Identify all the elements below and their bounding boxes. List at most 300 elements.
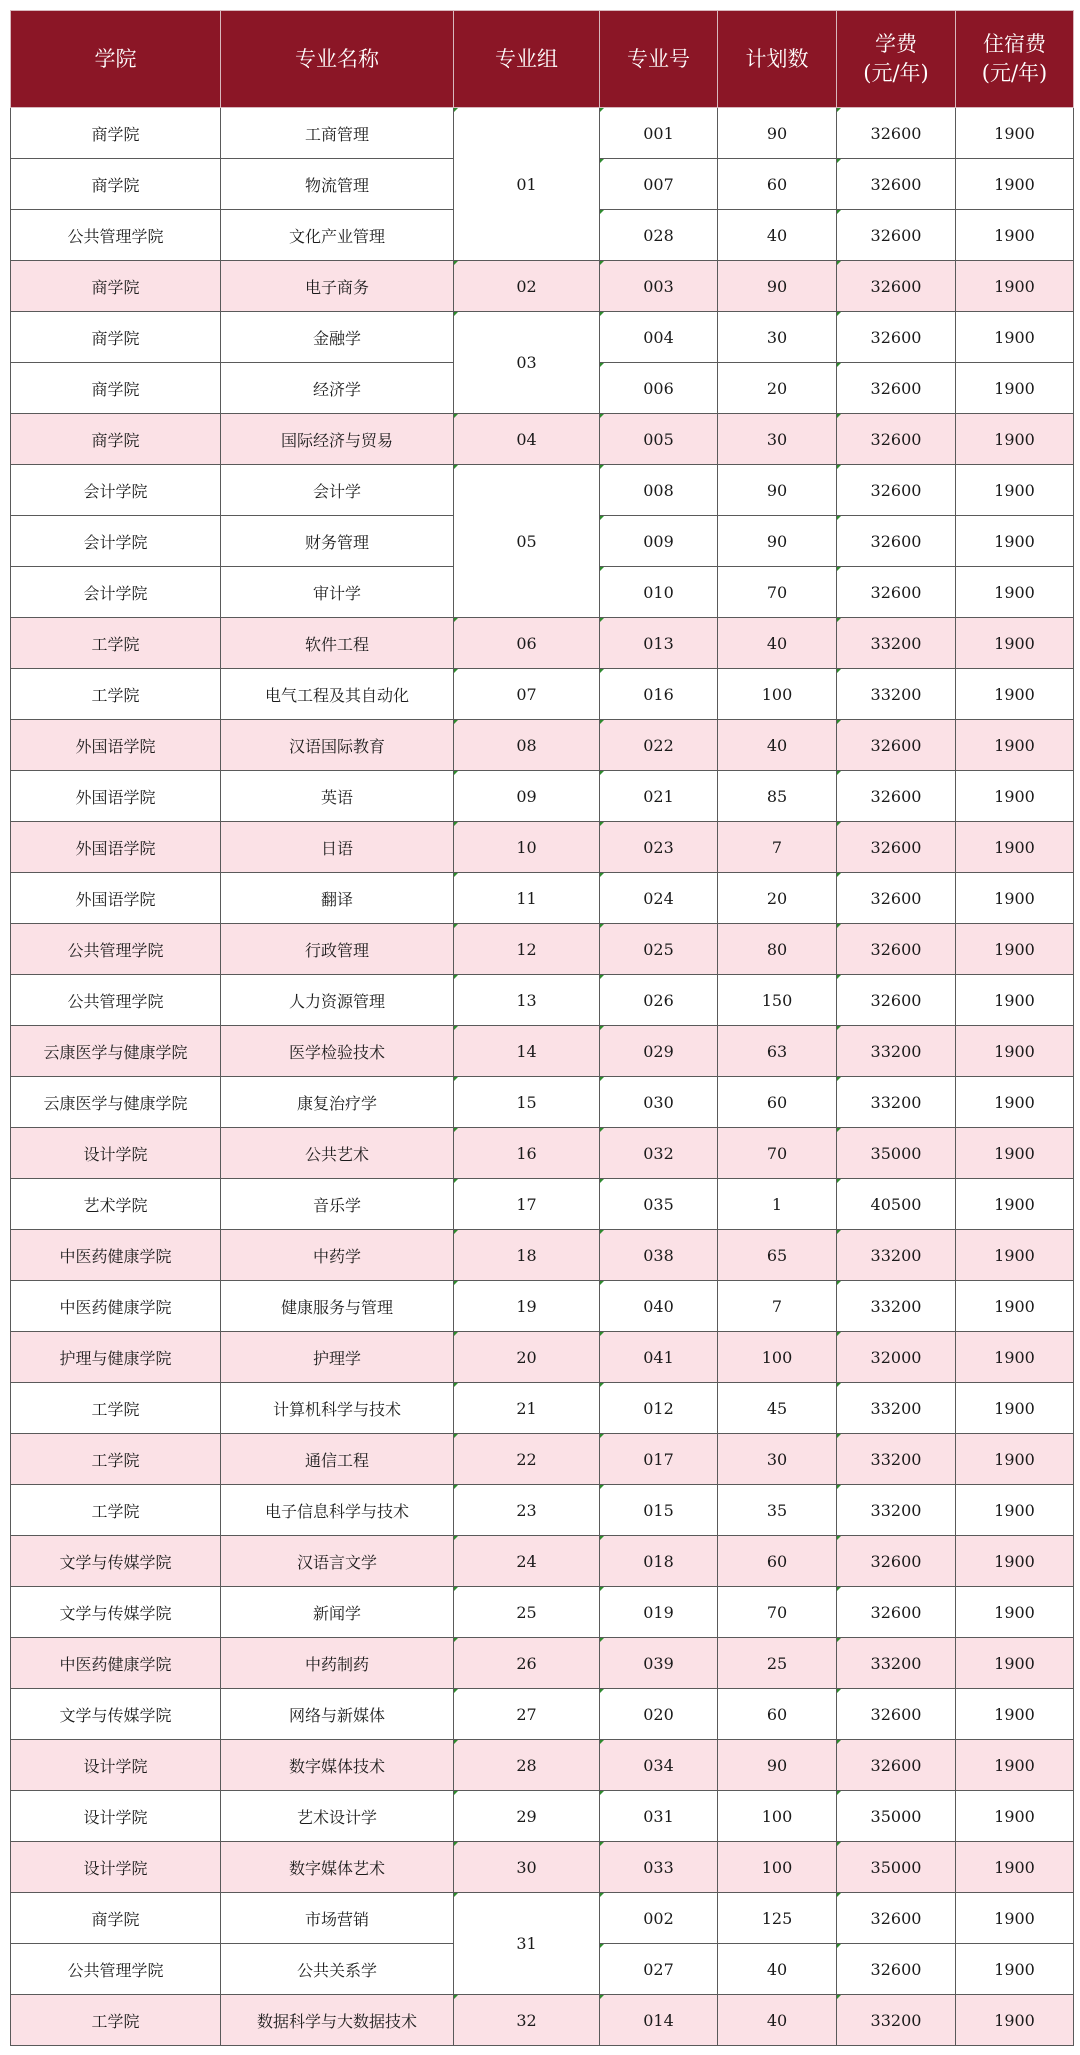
cell-college: 中医药健康学院 [11, 1281, 221, 1332]
cell-tuition: 32000 [837, 1332, 956, 1383]
table-row [11, 261, 1074, 312]
cell-code: 032 [600, 1128, 718, 1179]
cell-college: 设计学院 [11, 1791, 221, 1842]
cell-code: 012 [600, 1383, 718, 1434]
cell-plan: 7 [718, 1281, 837, 1332]
cell-plan: 90 [718, 1740, 837, 1791]
cell-major: 软件工程 [221, 618, 454, 669]
cell-group: 01 [454, 108, 600, 261]
cell-plan: 30 [718, 1434, 837, 1485]
cell-code: 008 [600, 465, 718, 516]
cell-major: 艺术设计学 [221, 1791, 454, 1842]
cell-plan: 70 [718, 567, 837, 618]
cell-college: 外国语学院 [11, 822, 221, 873]
cell-major: 医学检验技术 [221, 1026, 454, 1077]
cell-tuition: 32600 [837, 108, 956, 159]
cell-plan: 100 [718, 1791, 837, 1842]
cell-dorm: 1900 [956, 108, 1074, 159]
cell-tuition: 32600 [837, 465, 956, 516]
cell-plan: 7 [718, 822, 837, 873]
cell-code: 022 [600, 720, 718, 771]
cell-code: 016 [600, 669, 718, 720]
cell-major: 中药制药 [221, 1638, 454, 1689]
cell-dorm: 1900 [956, 1791, 1074, 1842]
cell-group: 08 [454, 720, 600, 771]
cell-major: 汉语言文学 [221, 1536, 454, 1587]
cell-major: 日语 [221, 822, 454, 873]
cell-plan: 125 [718, 1893, 837, 1944]
table-header-row [11, 11, 1074, 108]
cell-college: 公共管理学院 [11, 975, 221, 1026]
cell-code: 029 [600, 1026, 718, 1077]
cell-college: 公共管理学院 [11, 924, 221, 975]
admission-plan-table [10, 10, 1074, 2046]
cell-major: 经济学 [221, 363, 454, 414]
cell-group: 10 [454, 822, 600, 873]
cell-dorm: 1900 [956, 312, 1074, 363]
table-row [11, 873, 1074, 924]
cell-college: 中医药健康学院 [11, 1230, 221, 1281]
cell-code: 017 [600, 1434, 718, 1485]
cell-group: 25 [454, 1587, 600, 1638]
table-row [11, 1332, 1074, 1383]
cell-dorm: 1900 [956, 1944, 1074, 1995]
table-row [11, 1179, 1074, 1230]
table-row [11, 465, 1074, 516]
header-major: 专业名称 [221, 11, 454, 108]
cell-code: 030 [600, 1077, 718, 1128]
cell-plan: 70 [718, 1587, 837, 1638]
cell-college: 工学院 [11, 1383, 221, 1434]
cell-college: 外国语学院 [11, 720, 221, 771]
cell-group: 09 [454, 771, 600, 822]
cell-dorm: 1900 [956, 1179, 1074, 1230]
cell-code: 025 [600, 924, 718, 975]
cell-code: 005 [600, 414, 718, 465]
cell-tuition: 32600 [837, 924, 956, 975]
cell-code: 002 [600, 1893, 718, 1944]
cell-dorm: 1900 [956, 1638, 1074, 1689]
cell-plan: 100 [718, 1332, 837, 1383]
cell-major: 网络与新媒体 [221, 1689, 454, 1740]
cell-tuition: 33200 [837, 1485, 956, 1536]
cell-major: 健康服务与管理 [221, 1281, 454, 1332]
cell-major: 数字媒体艺术 [221, 1842, 454, 1893]
cell-college: 公共管理学院 [11, 1944, 221, 1995]
cell-major: 汉语国际教育 [221, 720, 454, 771]
cell-code: 021 [600, 771, 718, 822]
cell-dorm: 1900 [956, 465, 1074, 516]
cell-college: 云康医学与健康学院 [11, 1077, 221, 1128]
cell-tuition: 33200 [837, 1638, 956, 1689]
cell-dorm: 1900 [956, 261, 1074, 312]
cell-dorm: 1900 [956, 1077, 1074, 1128]
cell-group: 03 [454, 312, 600, 414]
cell-tuition: 32600 [837, 1893, 956, 1944]
table-row [11, 1995, 1074, 2046]
table-row [11, 1434, 1074, 1485]
cell-tuition: 33200 [837, 669, 956, 720]
cell-college: 商学院 [11, 414, 221, 465]
cell-major: 音乐学 [221, 1179, 454, 1230]
cell-tuition: 32600 [837, 1587, 956, 1638]
table-row [11, 1383, 1074, 1434]
cell-tuition: 32600 [837, 720, 956, 771]
cell-dorm: 1900 [956, 414, 1074, 465]
cell-tuition: 33200 [837, 618, 956, 669]
cell-group: 14 [454, 1026, 600, 1077]
cell-major: 新闻学 [221, 1587, 454, 1638]
cell-code: 023 [600, 822, 718, 873]
cell-dorm: 1900 [956, 1281, 1074, 1332]
cell-code: 034 [600, 1740, 718, 1791]
cell-major: 物流管理 [221, 159, 454, 210]
cell-major: 公共艺术 [221, 1128, 454, 1179]
cell-code: 040 [600, 1281, 718, 1332]
cell-group: 32 [454, 1995, 600, 2046]
cell-plan: 40 [718, 1944, 837, 1995]
cell-code: 004 [600, 312, 718, 363]
cell-plan: 60 [718, 159, 837, 210]
cell-plan: 25 [718, 1638, 837, 1689]
cell-dorm: 1900 [956, 1842, 1074, 1893]
cell-group: 18 [454, 1230, 600, 1281]
cell-code: 020 [600, 1689, 718, 1740]
cell-major: 中药学 [221, 1230, 454, 1281]
cell-group: 31 [454, 1893, 600, 1995]
cell-tuition: 35000 [837, 1842, 956, 1893]
cell-group: 02 [454, 261, 600, 312]
cell-major: 人力资源管理 [221, 975, 454, 1026]
cell-plan: 45 [718, 1383, 837, 1434]
cell-dorm: 1900 [956, 1332, 1074, 1383]
table-row [11, 924, 1074, 975]
cell-college: 公共管理学院 [11, 210, 221, 261]
cell-major: 财务管理 [221, 516, 454, 567]
cell-group: 24 [454, 1536, 600, 1587]
table-row [11, 312, 1074, 363]
cell-dorm: 1900 [956, 1740, 1074, 1791]
cell-tuition: 32600 [837, 1536, 956, 1587]
cell-plan: 40 [718, 1995, 837, 2046]
cell-code: 001 [600, 108, 718, 159]
cell-college: 商学院 [11, 312, 221, 363]
cell-tuition: 32600 [837, 1944, 956, 1995]
cell-tuition: 32600 [837, 210, 956, 261]
cell-dorm: 1900 [956, 159, 1074, 210]
cell-dorm: 1900 [956, 1995, 1074, 2046]
cell-code: 035 [600, 1179, 718, 1230]
cell-tuition: 32600 [837, 516, 956, 567]
cell-group: 21 [454, 1383, 600, 1434]
cell-plan: 40 [718, 210, 837, 261]
cell-tuition: 33200 [837, 1281, 956, 1332]
cell-college: 外国语学院 [11, 873, 221, 924]
table-row [11, 1230, 1074, 1281]
cell-dorm: 1900 [956, 516, 1074, 567]
cell-college: 商学院 [11, 363, 221, 414]
cell-tuition: 32600 [837, 261, 956, 312]
table-row [11, 1893, 1074, 1944]
cell-college: 设计学院 [11, 1842, 221, 1893]
cell-major: 会计学 [221, 465, 454, 516]
table-row [11, 1791, 1074, 1842]
cell-major: 行政管理 [221, 924, 454, 975]
table-row [11, 108, 1074, 159]
cell-tuition: 32600 [837, 159, 956, 210]
cell-group: 26 [454, 1638, 600, 1689]
table-row [11, 822, 1074, 873]
cell-dorm: 1900 [956, 1026, 1074, 1077]
cell-college: 文学与传媒学院 [11, 1689, 221, 1740]
cell-tuition: 32600 [837, 1740, 956, 1791]
table-row [11, 1281, 1074, 1332]
table-row [11, 975, 1074, 1026]
cell-college: 工学院 [11, 618, 221, 669]
cell-college: 商学院 [11, 108, 221, 159]
cell-major: 工商管理 [221, 108, 454, 159]
cell-code: 039 [600, 1638, 718, 1689]
cell-college: 会计学院 [11, 516, 221, 567]
cell-college: 工学院 [11, 669, 221, 720]
cell-plan: 100 [718, 1842, 837, 1893]
cell-dorm: 1900 [956, 1434, 1074, 1485]
cell-plan: 63 [718, 1026, 837, 1077]
header-group: 专业组 [454, 11, 600, 108]
cell-group: 23 [454, 1485, 600, 1536]
cell-code: 007 [600, 159, 718, 210]
header-dorm-label: 住宿费 [983, 32, 1046, 56]
header-plan: 计划数 [718, 11, 837, 108]
cell-dorm: 1900 [956, 975, 1074, 1026]
header-dorm [956, 11, 1074, 108]
cell-code: 010 [600, 567, 718, 618]
cell-plan: 60 [718, 1689, 837, 1740]
cell-major: 英语 [221, 771, 454, 822]
table-row [11, 1587, 1074, 1638]
cell-code: 013 [600, 618, 718, 669]
cell-college: 云康医学与健康学院 [11, 1026, 221, 1077]
cell-tuition: 35000 [837, 1128, 956, 1179]
cell-plan: 30 [718, 312, 837, 363]
cell-major: 计算机科学与技术 [221, 1383, 454, 1434]
cell-tuition: 33200 [837, 1383, 956, 1434]
cell-major: 金融学 [221, 312, 454, 363]
cell-plan: 20 [718, 363, 837, 414]
table-row [11, 720, 1074, 771]
cell-code: 027 [600, 1944, 718, 1995]
cell-group: 27 [454, 1689, 600, 1740]
cell-dorm: 1900 [956, 567, 1074, 618]
cell-plan: 30 [718, 414, 837, 465]
cell-major: 市场营销 [221, 1893, 454, 1944]
cell-plan: 60 [718, 1536, 837, 1587]
header-tuition-unit: (元/年) [863, 61, 929, 85]
cell-dorm: 1900 [956, 873, 1074, 924]
cell-plan: 90 [718, 261, 837, 312]
cell-dorm: 1900 [956, 1230, 1074, 1281]
cell-college: 工学院 [11, 1434, 221, 1485]
cell-major: 公共关系学 [221, 1944, 454, 1995]
cell-tuition: 32600 [837, 771, 956, 822]
cell-major: 护理学 [221, 1332, 454, 1383]
cell-dorm: 1900 [956, 618, 1074, 669]
cell-tuition: 32600 [837, 312, 956, 363]
header-tuition [837, 11, 956, 108]
cell-plan: 40 [718, 618, 837, 669]
cell-tuition: 33200 [837, 1434, 956, 1485]
cell-major: 数据科学与大数据技术 [221, 1995, 454, 2046]
cell-tuition: 32600 [837, 363, 956, 414]
header-code: 专业号 [600, 11, 718, 108]
table-row [11, 1638, 1074, 1689]
cell-tuition: 33200 [837, 1077, 956, 1128]
cell-college: 外国语学院 [11, 771, 221, 822]
cell-tuition: 32600 [837, 873, 956, 924]
cell-plan: 60 [718, 1077, 837, 1128]
cell-tuition: 32600 [837, 822, 956, 873]
cell-major: 电子商务 [221, 261, 454, 312]
cell-tuition: 32600 [837, 975, 956, 1026]
cell-college: 商学院 [11, 1893, 221, 1944]
cell-dorm: 1900 [956, 1587, 1074, 1638]
table-row [11, 1077, 1074, 1128]
table-row [11, 771, 1074, 822]
cell-code: 038 [600, 1230, 718, 1281]
cell-group: 16 [454, 1128, 600, 1179]
cell-college: 设计学院 [11, 1128, 221, 1179]
cell-plan: 100 [718, 669, 837, 720]
cell-code: 009 [600, 516, 718, 567]
cell-code: 033 [600, 1842, 718, 1893]
header-college: 学院 [11, 11, 221, 108]
cell-college: 商学院 [11, 159, 221, 210]
table-row [11, 618, 1074, 669]
table-row [11, 1689, 1074, 1740]
cell-code: 019 [600, 1587, 718, 1638]
cell-major: 数字媒体技术 [221, 1740, 454, 1791]
cell-code: 028 [600, 210, 718, 261]
cell-group: 07 [454, 669, 600, 720]
cell-major: 文化产业管理 [221, 210, 454, 261]
cell-dorm: 1900 [956, 924, 1074, 975]
cell-dorm: 1900 [956, 771, 1074, 822]
table-row [11, 1740, 1074, 1791]
cell-major: 国际经济与贸易 [221, 414, 454, 465]
cell-major: 电子信息科学与技术 [221, 1485, 454, 1536]
cell-tuition: 35000 [837, 1791, 956, 1842]
cell-tuition: 32600 [837, 414, 956, 465]
cell-tuition: 40500 [837, 1179, 956, 1230]
cell-code: 006 [600, 363, 718, 414]
cell-code: 031 [600, 1791, 718, 1842]
cell-dorm: 1900 [956, 1128, 1074, 1179]
cell-college: 会计学院 [11, 465, 221, 516]
table-row [11, 1026, 1074, 1077]
cell-college: 护理与健康学院 [11, 1332, 221, 1383]
table-row [11, 1842, 1074, 1893]
table-row [11, 414, 1074, 465]
cell-dorm: 1900 [956, 1485, 1074, 1536]
table-row [11, 1536, 1074, 1587]
cell-code: 018 [600, 1536, 718, 1587]
cell-code: 014 [600, 1995, 718, 2046]
cell-group: 30 [454, 1842, 600, 1893]
cell-college: 工学院 [11, 1995, 221, 2046]
cell-tuition: 33200 [837, 1026, 956, 1077]
cell-plan: 40 [718, 720, 837, 771]
cell-plan: 65 [718, 1230, 837, 1281]
cell-plan: 20 [718, 873, 837, 924]
cell-college: 艺术学院 [11, 1179, 221, 1230]
header-tuition-label: 学费 [875, 32, 917, 56]
cell-major: 翻译 [221, 873, 454, 924]
cell-group: 15 [454, 1077, 600, 1128]
cell-plan: 35 [718, 1485, 837, 1536]
cell-major: 通信工程 [221, 1434, 454, 1485]
cell-college: 商学院 [11, 261, 221, 312]
cell-dorm: 1900 [956, 210, 1074, 261]
cell-tuition: 33200 [837, 1995, 956, 2046]
cell-plan: 90 [718, 108, 837, 159]
cell-dorm: 1900 [956, 363, 1074, 414]
cell-plan: 85 [718, 771, 837, 822]
cell-college: 设计学院 [11, 1740, 221, 1791]
cell-group: 13 [454, 975, 600, 1026]
cell-college: 文学与传媒学院 [11, 1536, 221, 1587]
cell-group: 29 [454, 1791, 600, 1842]
cell-major: 康复治疗学 [221, 1077, 454, 1128]
cell-group: 20 [454, 1332, 600, 1383]
cell-dorm: 1900 [956, 669, 1074, 720]
cell-plan: 80 [718, 924, 837, 975]
cell-college: 文学与传媒学院 [11, 1587, 221, 1638]
cell-code: 015 [600, 1485, 718, 1536]
cell-tuition: 32600 [837, 567, 956, 618]
cell-plan: 90 [718, 516, 837, 567]
cell-code: 024 [600, 873, 718, 924]
header-dorm-unit: (元/年) [981, 61, 1048, 85]
table-row [11, 1485, 1074, 1536]
cell-group: 05 [454, 465, 600, 618]
cell-plan: 70 [718, 1128, 837, 1179]
cell-group: 04 [454, 414, 600, 465]
cell-group: 19 [454, 1281, 600, 1332]
cell-dorm: 1900 [956, 1689, 1074, 1740]
cell-group: 22 [454, 1434, 600, 1485]
cell-group: 06 [454, 618, 600, 669]
cell-tuition: 32600 [837, 1689, 956, 1740]
cell-dorm: 1900 [956, 822, 1074, 873]
cell-plan: 150 [718, 975, 837, 1026]
cell-group: 17 [454, 1179, 600, 1230]
cell-college: 中医药健康学院 [11, 1638, 221, 1689]
table-row [11, 669, 1074, 720]
cell-major: 电气工程及其自动化 [221, 669, 454, 720]
table-body [11, 108, 1074, 2046]
cell-college: 会计学院 [11, 567, 221, 618]
cell-plan: 90 [718, 465, 837, 516]
cell-group: 28 [454, 1740, 600, 1791]
cell-major: 审计学 [221, 567, 454, 618]
table-row [11, 1128, 1074, 1179]
cell-code: 026 [600, 975, 718, 1026]
cell-dorm: 1900 [956, 1536, 1074, 1587]
cell-group: 11 [454, 873, 600, 924]
cell-code: 041 [600, 1332, 718, 1383]
cell-dorm: 1900 [956, 720, 1074, 771]
cell-tuition: 33200 [837, 1230, 956, 1281]
